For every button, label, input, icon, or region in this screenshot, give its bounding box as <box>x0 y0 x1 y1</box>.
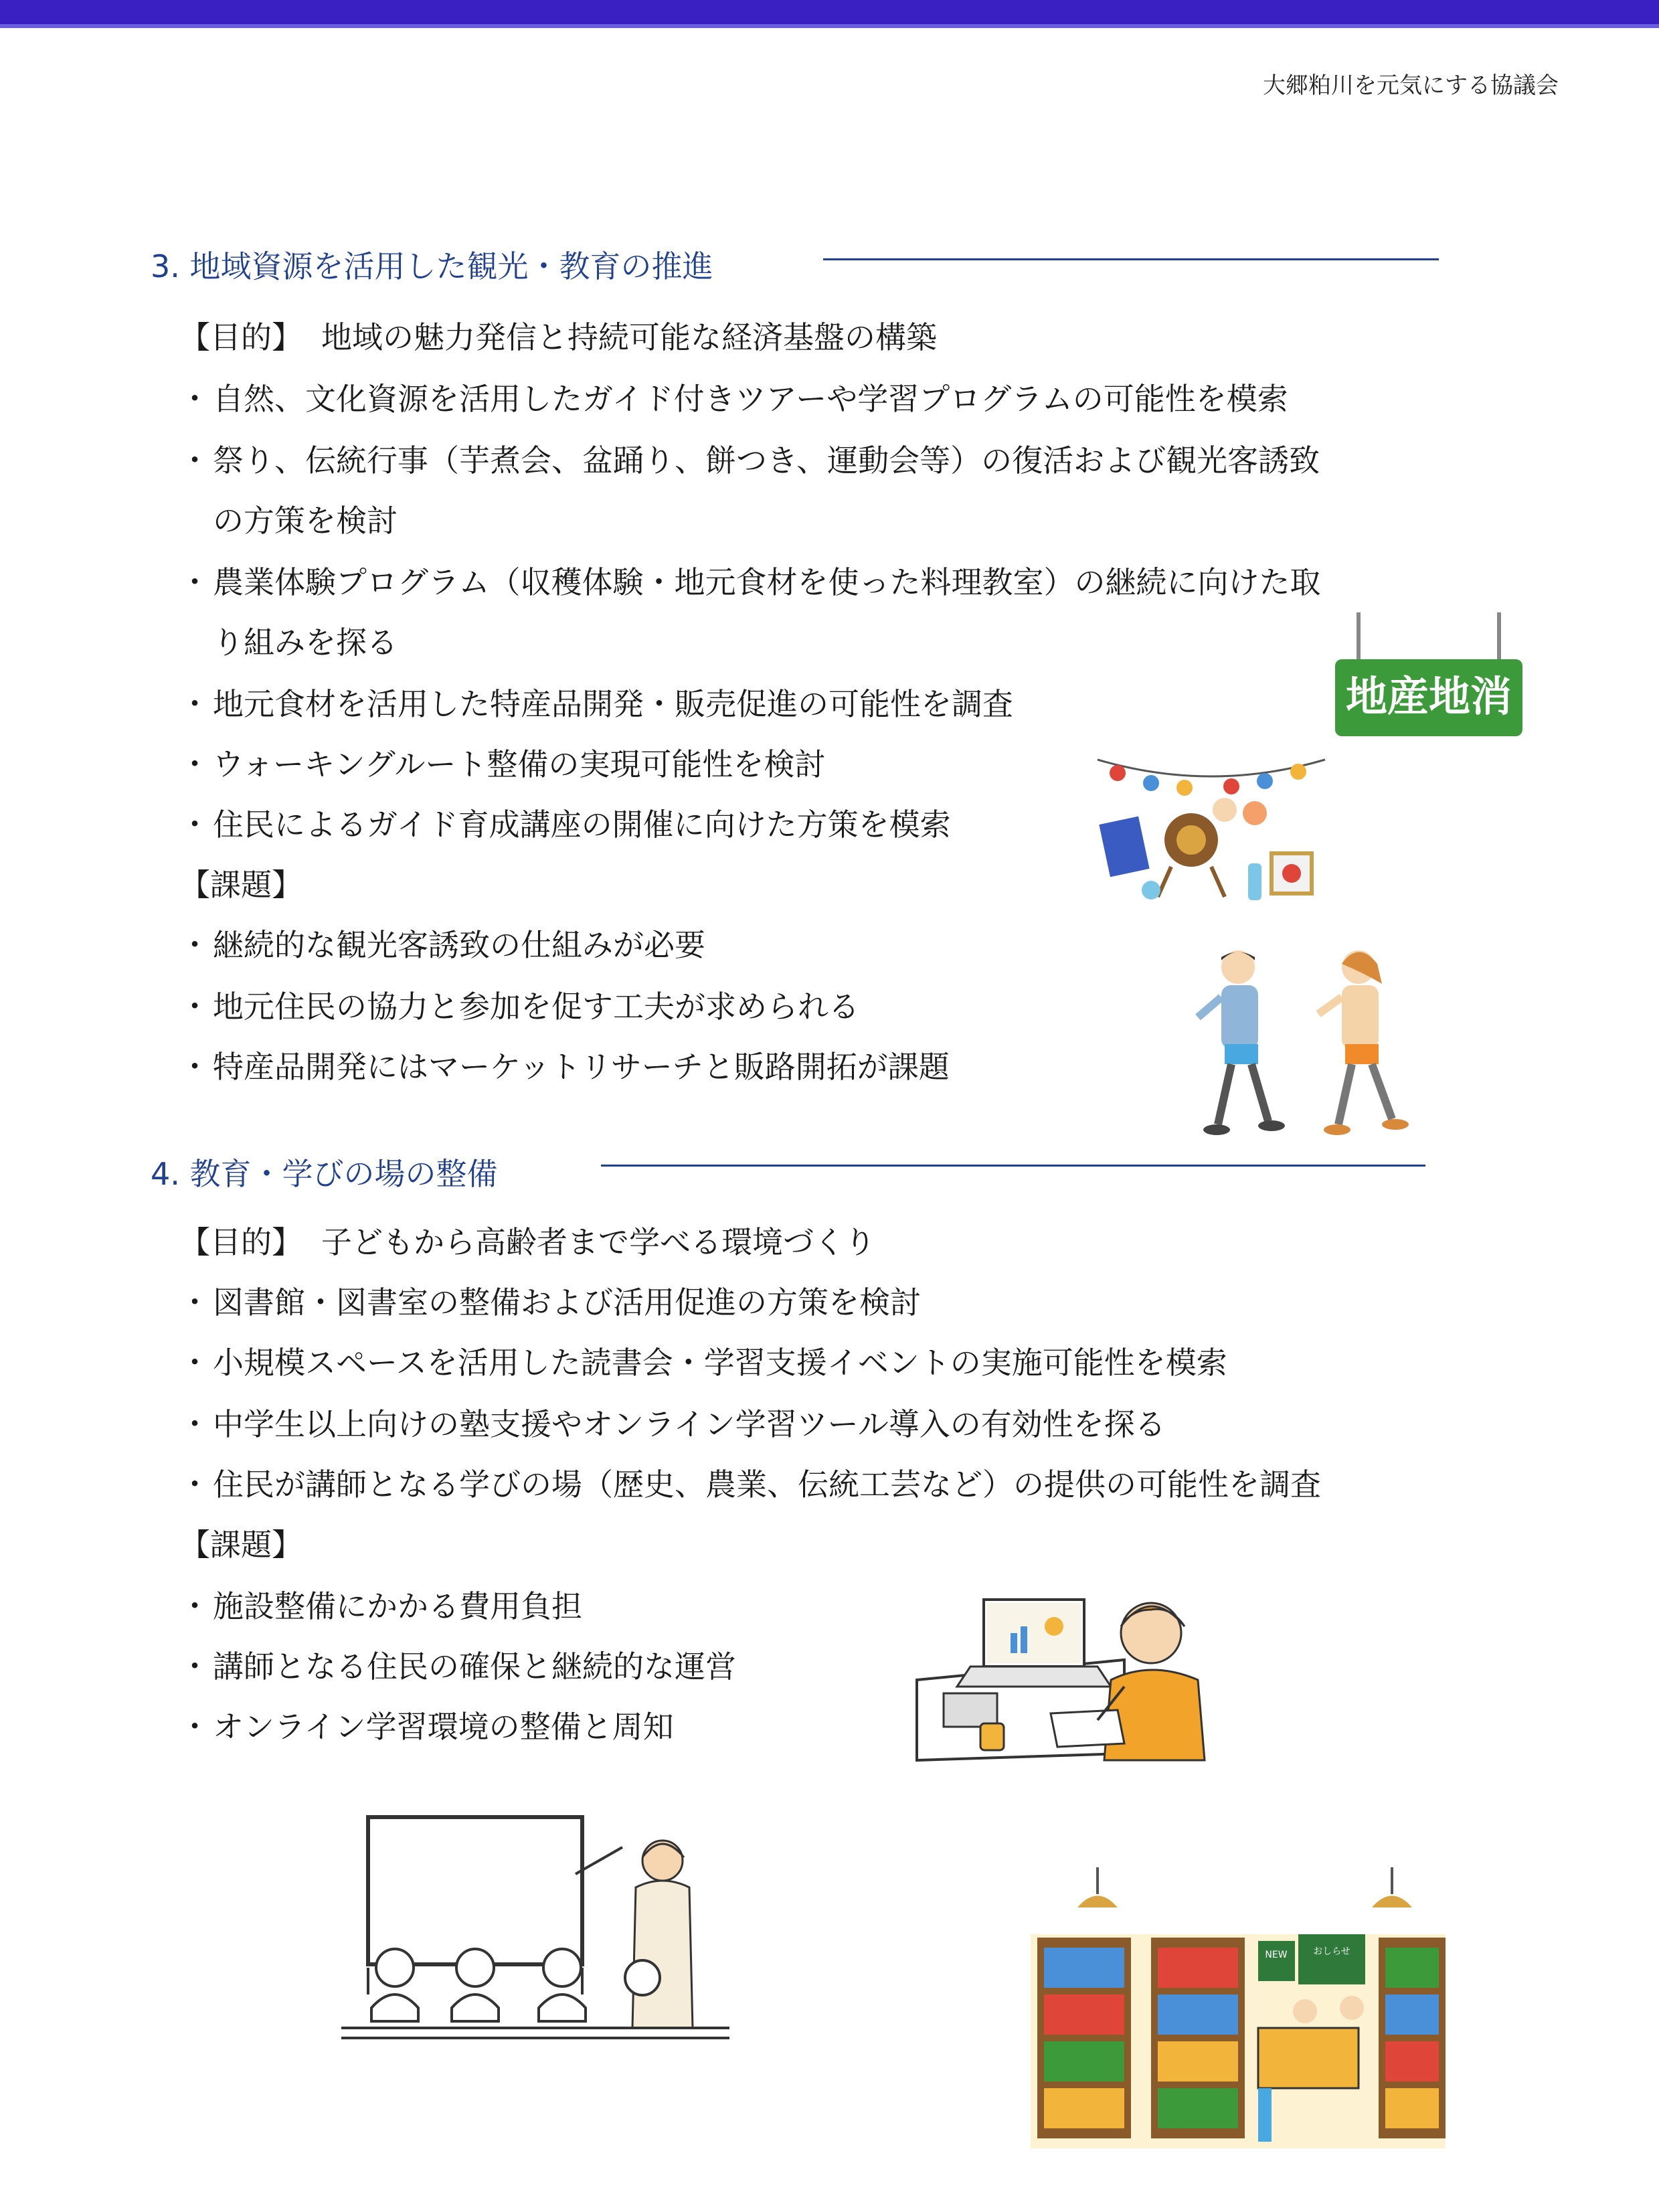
bullet-mark: ・ <box>179 1648 210 1685</box>
bullet-mark: ・ <box>179 989 210 1025</box>
bullet-mark: ・ <box>179 1588 210 1624</box>
bullet-mark: ・ <box>179 1466 210 1503</box>
purpose-label: 【目的】 <box>179 319 302 355</box>
bullet-mark: ・ <box>179 1049 210 1085</box>
bullet-mark: ・ <box>179 927 210 963</box>
bullet-mark: ・ <box>179 746 210 782</box>
bullet-mark: ・ <box>179 686 210 722</box>
online-study-illustration <box>903 1580 1225 1767</box>
local-produce-sign-illustration <box>1332 609 1526 743</box>
purpose-text: 子どもから高齢者まで学べる環境づくり <box>321 1224 875 1260</box>
section4-item: 図書館・図書室の整備および活用促進の方策を検討 <box>213 1284 921 1321</box>
bullet-mark: ・ <box>179 564 210 600</box>
sign-text: 地産地消 <box>1345 672 1512 721</box>
board-new-label: NEW <box>1265 1950 1288 1960</box>
section3-issue: 地元住民の協力と参加を促す工夫が求められる <box>213 989 859 1025</box>
section3-rule <box>823 258 1439 260</box>
section4-item: 住民が講師となる学びの場（歴史、農業、伝統工芸など）の提供の可能性を調査 <box>213 1466 1321 1503</box>
bullet-mark: ・ <box>179 806 210 843</box>
section4-issue: オンライン学習環境の整備と周知 <box>213 1709 674 1745</box>
purpose-text: 地域の魅力発信と持続可能な経済基盤の構築 <box>321 319 937 355</box>
classroom-lecture-illustration <box>341 1807 729 2048</box>
top-accent-bar <box>0 0 1659 24</box>
section3-item: 祭り、伝統行事（芋煮会、盆踊り、餅つき、運動会等）の復活および観光客誘致 <box>213 442 1320 479</box>
festival-illustration <box>1091 746 1332 907</box>
top-accent-line <box>0 24 1659 28</box>
section4-issue: 講師となる住民の確保と継続的な運営 <box>213 1648 736 1685</box>
section4-issue: 施設整備にかかる費用負担 <box>213 1588 582 1624</box>
section4-item: 中学生以上向けの塾支援やオンライン学習ツール導入の有効性を探る <box>213 1406 1166 1442</box>
section4-purpose <box>179 1222 875 1262</box>
section3-issues-label: 【課題】 <box>179 867 302 903</box>
bullet-mark: ・ <box>179 1406 210 1442</box>
section3-heading: 3. 地域資源を活用した観光・教育の推進 <box>151 248 713 284</box>
section3-item: 自然、文化資源を活用したガイド付きツアーや学習プログラムの可能性を模索 <box>213 381 1288 417</box>
section3-item: ウォーキングルート整備の実現可能性を検討 <box>213 746 826 782</box>
bullet-mark: ・ <box>179 442 210 479</box>
bullet-mark: ・ <box>179 1284 210 1321</box>
section3-item: 農業体験プログラム（収穫体験・地元食材を使った料理教室）の継続に向けた取 <box>213 564 1321 600</box>
bullet-mark: ・ <box>179 1345 210 1381</box>
section3-item: 地元食材を活用した特産品開発・販売促進の可能性を調査 <box>213 686 1013 722</box>
library-illustration <box>1031 1867 1446 2148</box>
section4-issues-label: 【課題】 <box>179 1527 302 1563</box>
section3-item: 住民によるガイド育成講座の開催に向けた方策を模索 <box>213 806 951 843</box>
section3-issue: 継続的な観光客誘致の仕組みが必要 <box>213 927 705 963</box>
walking-people-illustration <box>1191 944 1419 1144</box>
section3-item-continued: の方策を検討 <box>213 503 398 539</box>
bullet-mark: ・ <box>179 1709 210 1745</box>
organization-name: 大郷粕川を元気にする協議会 <box>1263 72 1559 99</box>
section3-item-continued: り組みを探る <box>213 624 398 661</box>
section4-rule <box>601 1165 1425 1167</box>
purpose-label: 【目的】 <box>179 1224 302 1260</box>
section3-issue: 特産品開発にはマーケットリサーチと販路開拓が課題 <box>213 1049 950 1085</box>
board-notice-label: おしらせ <box>1313 1946 1350 1957</box>
bullet-mark: ・ <box>179 381 210 417</box>
section3-purpose <box>179 317 937 357</box>
section4-item: 小規模スペースを活用した読書会・学習支援イベントの実施可能性を模索 <box>213 1345 1227 1381</box>
section4-heading: 4. 教育・学びの場の整備 <box>151 1156 498 1192</box>
